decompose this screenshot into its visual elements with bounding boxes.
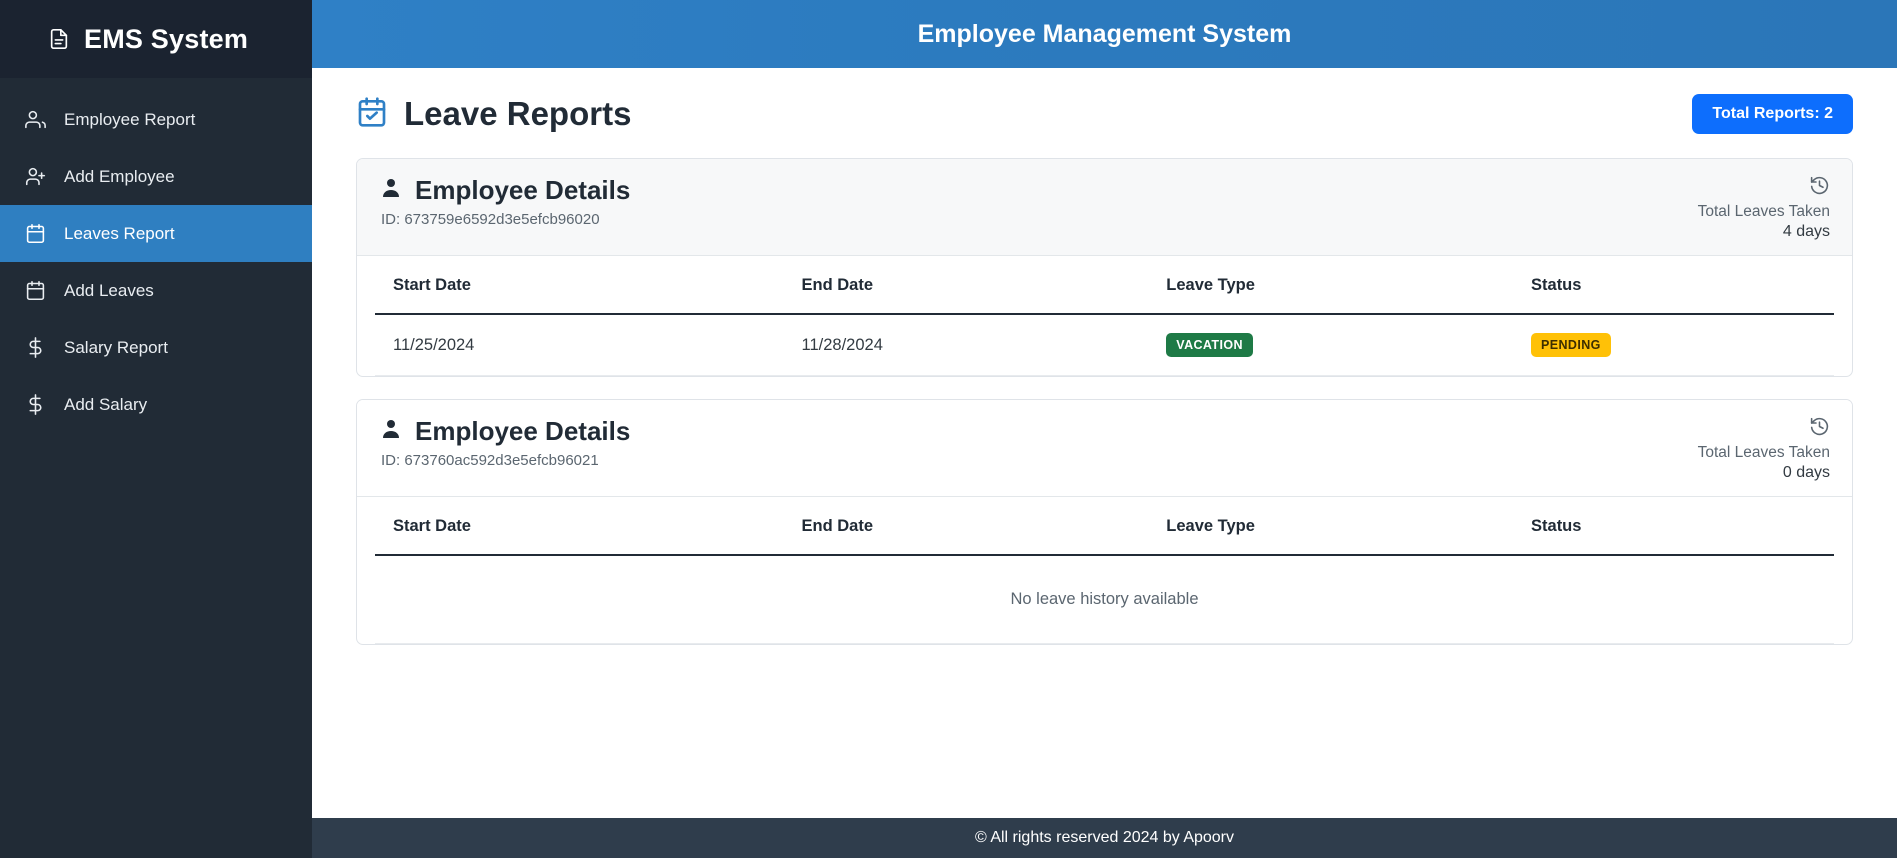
page-header-left xyxy=(356,95,631,133)
dollar-icon xyxy=(24,394,46,416)
column-start-date: Start Date xyxy=(375,497,784,555)
total-leaves-block xyxy=(1698,416,1830,482)
sidebar-item-label: Leaves Report xyxy=(64,223,175,243)
employee-card-header xyxy=(357,400,1852,497)
column-start-date: Start Date xyxy=(375,256,784,314)
total-leaves-label: Total Leaves Taken xyxy=(1697,444,1830,461)
leave-table-wrapper xyxy=(357,256,1852,376)
employee-details-title: Employee Details xyxy=(415,416,631,446)
calendar-icon xyxy=(24,223,46,245)
dollar-icon xyxy=(24,337,46,359)
calendar-plus-icon xyxy=(24,280,46,302)
employee-info xyxy=(379,416,630,469)
sidebar-item-label: Add Employee xyxy=(64,166,175,186)
employee-info xyxy=(379,175,630,228)
brand-title: EMS System xyxy=(84,23,249,54)
sidebar-item-salary-report[interactable] xyxy=(0,319,312,376)
employee-title-row xyxy=(379,416,630,447)
total-leaves-value: 4 days xyxy=(1782,223,1830,240)
table-header-row xyxy=(375,497,1834,555)
cell-leave-type xyxy=(1148,314,1513,376)
sidebar-item-label: Add Leaves xyxy=(64,280,154,300)
footer-text: © All rights reserved 2024 by Apoorv xyxy=(974,829,1235,846)
sidebar-item-leaves-report[interactable] xyxy=(0,205,312,262)
sidebar xyxy=(0,0,312,858)
leave-table-wrapper xyxy=(357,497,1852,644)
employee-card xyxy=(356,158,1853,377)
leave-table-body xyxy=(375,555,1834,644)
cell-end-date: 11/28/2024 xyxy=(784,314,1149,376)
person-icon xyxy=(379,417,403,446)
leave-type-badge: VACATION xyxy=(1166,333,1253,357)
footer xyxy=(312,818,1897,858)
sidebar-item-label: Employee Report xyxy=(64,109,196,129)
employee-id: ID: 673759e6592d3e5efcb96020 xyxy=(381,211,600,228)
column-status: Status xyxy=(1513,497,1834,555)
empty-state-text: No leave history available xyxy=(375,555,1834,644)
history-icon xyxy=(1809,175,1830,201)
cell-start-date: 11/25/2024 xyxy=(375,314,784,376)
sidebar-item-label: Salary Report xyxy=(64,337,168,357)
history-icon xyxy=(1809,416,1830,442)
sidebar-item-add-employee[interactable] xyxy=(0,148,312,205)
person-icon xyxy=(379,176,403,205)
page-header xyxy=(356,94,1853,134)
sidebar-item-employee-report[interactable] xyxy=(0,91,312,148)
leave-table-head xyxy=(375,256,1834,314)
employee-details-title: Employee Details xyxy=(415,175,631,205)
total-leaves-value: 0 days xyxy=(1782,464,1830,481)
employee-id: ID: 673760ac592d3e5efcb96021 xyxy=(381,452,599,469)
table-row xyxy=(375,314,1834,376)
leave-table-body xyxy=(375,314,1834,376)
employee-card-header xyxy=(357,159,1852,256)
column-status: Status xyxy=(1513,256,1834,314)
table-header-row xyxy=(375,256,1834,314)
total-reports-badge[interactable]: Total Reports: 2 xyxy=(1692,94,1853,134)
total-leaves-block xyxy=(1698,175,1830,241)
page-title: Leave Reports xyxy=(404,95,632,132)
document-icon xyxy=(48,28,70,50)
empty-state-row xyxy=(375,555,1834,644)
column-end-date: End Date xyxy=(784,497,1149,555)
sidebar-item-add-salary[interactable] xyxy=(0,376,312,433)
employee-card xyxy=(356,399,1853,645)
column-leave-type: Leave Type xyxy=(1148,256,1513,314)
cell-status xyxy=(1513,314,1834,376)
main-area xyxy=(312,0,1897,858)
brand-logo[interactable] xyxy=(0,0,312,78)
employee-title-row xyxy=(379,175,630,206)
leave-table-head xyxy=(375,497,1834,555)
sidebar-item-label: Add Salary xyxy=(64,394,148,414)
top-header xyxy=(312,0,1897,68)
calendar-check-icon xyxy=(356,96,388,133)
page-content xyxy=(312,68,1897,858)
app-title: Employee Management System xyxy=(917,19,1292,48)
status-badge: PENDING xyxy=(1531,333,1611,357)
column-end-date: End Date xyxy=(784,256,1149,314)
column-leave-type: Leave Type xyxy=(1148,497,1513,555)
leave-table xyxy=(375,497,1834,644)
total-leaves-label: Total Leaves Taken xyxy=(1697,203,1830,220)
users-icon xyxy=(24,109,46,131)
sidebar-nav xyxy=(0,91,312,433)
sidebar-item-add-leaves[interactable] xyxy=(0,262,312,319)
user-plus-icon xyxy=(24,166,46,188)
leave-table xyxy=(375,256,1834,376)
